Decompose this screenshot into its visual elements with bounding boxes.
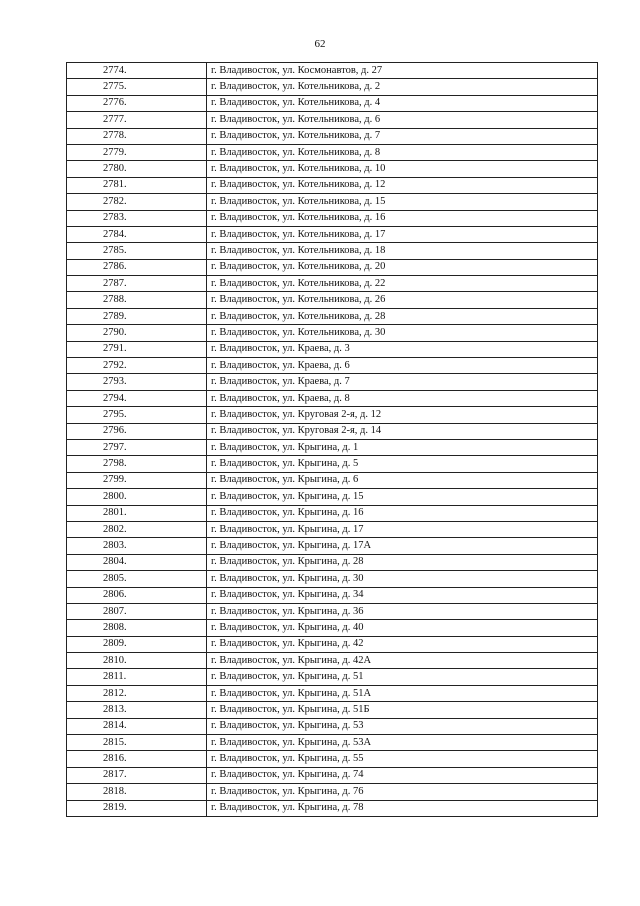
table-row (67, 292, 598, 308)
address-table-body (67, 63, 598, 817)
table-row (67, 259, 598, 275)
address-cell: г. Владивосток, ул. Котельникова, д. 6 (207, 112, 598, 128)
table-row (67, 177, 598, 193)
table-row (67, 718, 598, 734)
row-number-cell: 2786. (67, 259, 207, 275)
row-number-cell: 2812. (67, 685, 207, 701)
row-number-cell: 2817. (67, 767, 207, 783)
address-cell: г. Владивосток, ул. Крыгина, д. 51А (207, 685, 598, 701)
address-cell: г. Владивосток, ул. Котельникова, д. 12 (207, 177, 598, 193)
address-cell: г. Владивосток, ул. Крыгина, д. 30 (207, 571, 598, 587)
address-cell: г. Владивосток, ул. Крыгина, д. 34 (207, 587, 598, 603)
row-number-cell: 2818. (67, 784, 207, 800)
row-number-cell: 2779. (67, 144, 207, 160)
row-number-cell: 2790. (67, 325, 207, 341)
table-row (67, 489, 598, 505)
address-cell: г. Владивосток, ул. Котельникова, д. 15 (207, 194, 598, 210)
table-row (67, 161, 598, 177)
row-number-cell: 2783. (67, 210, 207, 226)
address-cell: г. Владивосток, ул. Котельникова, д. 22 (207, 276, 598, 292)
row-number-cell: 2806. (67, 587, 207, 603)
table-row (67, 636, 598, 652)
table-row (67, 390, 598, 406)
table-row (67, 210, 598, 226)
row-number-cell: 2802. (67, 521, 207, 537)
table-row (67, 79, 598, 95)
address-cell: г. Владивосток, ул. Краева, д. 6 (207, 358, 598, 374)
row-number-cell: 2778. (67, 128, 207, 144)
table-row (67, 603, 598, 619)
table-row (67, 128, 598, 144)
address-cell: г. Владивосток, ул. Котельникова, д. 20 (207, 259, 598, 275)
table-row (67, 374, 598, 390)
address-cell: г. Владивосток, ул. Котельникова, д. 2 (207, 79, 598, 95)
table-row (67, 538, 598, 554)
table-row (67, 702, 598, 718)
row-number-cell: 2775. (67, 79, 207, 95)
table-row (67, 308, 598, 324)
row-number-cell: 2788. (67, 292, 207, 308)
table-row (67, 554, 598, 570)
row-number-cell: 2784. (67, 226, 207, 242)
address-cell: г. Владивосток, ул. Котельникова, д. 28 (207, 308, 598, 324)
row-number-cell: 2782. (67, 194, 207, 210)
table-row (67, 587, 598, 603)
row-number-cell: 2801. (67, 505, 207, 521)
address-cell: г. Владивосток, ул. Крыгина, д. 6 (207, 472, 598, 488)
row-number-cell: 2809. (67, 636, 207, 652)
row-number-cell: 2814. (67, 718, 207, 734)
row-number-cell: 2798. (67, 456, 207, 472)
table-row (67, 571, 598, 587)
address-cell: г. Владивосток, ул. Котельникова, д. 17 (207, 226, 598, 242)
row-number-cell: 2787. (67, 276, 207, 292)
row-number-cell: 2776. (67, 95, 207, 111)
table-row (67, 751, 598, 767)
address-cell: г. Владивосток, ул. Крыгина, д. 17 (207, 521, 598, 537)
address-cell: г. Владивосток, ул. Краева, д. 3 (207, 341, 598, 357)
table-row (67, 685, 598, 701)
address-cell: г. Владивосток, ул. Крыгина, д. 28 (207, 554, 598, 570)
address-cell: г. Владивосток, ул. Крыгина, д. 17А (207, 538, 598, 554)
address-table (66, 62, 598, 817)
table-row (67, 456, 598, 472)
table-row (67, 767, 598, 783)
row-number-cell: 2796. (67, 423, 207, 439)
address-cell: г. Владивосток, ул. Круговая 2-я, д. 12 (207, 407, 598, 423)
address-cell: г. Владивосток, ул. Котельникова, д. 10 (207, 161, 598, 177)
address-cell: г. Владивосток, ул. Крыгина, д. 1 (207, 439, 598, 455)
address-cell: г. Владивосток, ул. Крыгина, д. 51Б (207, 702, 598, 718)
address-cell: г. Владивосток, ул. Котельникова, д. 7 (207, 128, 598, 144)
address-cell: г. Владивосток, ул. Краева, д. 8 (207, 390, 598, 406)
address-cell: г. Владивосток, ул. Котельникова, д. 8 (207, 144, 598, 160)
table-row (67, 194, 598, 210)
row-number-cell: 2785. (67, 243, 207, 259)
row-number-cell: 2813. (67, 702, 207, 718)
address-cell: г. Владивосток, ул. Крыгина, д. 42 (207, 636, 598, 652)
table-row (67, 653, 598, 669)
row-number-cell: 2810. (67, 653, 207, 669)
row-number-cell: 2793. (67, 374, 207, 390)
row-number-cell: 2815. (67, 735, 207, 751)
row-number-cell: 2807. (67, 603, 207, 619)
address-cell: г. Владивосток, ул. Крыгина, д. 78 (207, 800, 598, 816)
address-cell: г. Владивосток, ул. Космонавтов, д. 27 (207, 63, 598, 79)
table-row (67, 735, 598, 751)
page-number: 62 (314, 38, 326, 50)
address-cell: г. Владивосток, ул. Крыгина, д. 42А (207, 653, 598, 669)
address-cell: г. Владивосток, ул. Крыгина, д. 76 (207, 784, 598, 800)
table-row (67, 407, 598, 423)
row-number-cell: 2794. (67, 390, 207, 406)
table-row (67, 620, 598, 636)
row-number-cell: 2781. (67, 177, 207, 193)
table-row (67, 784, 598, 800)
row-number-cell: 2803. (67, 538, 207, 554)
row-number-cell: 2791. (67, 341, 207, 357)
table-row (67, 276, 598, 292)
address-cell: г. Владивосток, ул. Крыгина, д. 40 (207, 620, 598, 636)
address-cell: г. Владивосток, ул. Котельникова, д. 16 (207, 210, 598, 226)
table-row (67, 325, 598, 341)
table-row (67, 341, 598, 357)
table-row (67, 226, 598, 242)
table-row (67, 505, 598, 521)
table-row (67, 63, 598, 79)
table-row (67, 144, 598, 160)
row-number-cell: 2774. (67, 63, 207, 79)
address-cell: г. Владивосток, ул. Крыгина, д. 55 (207, 751, 598, 767)
address-cell: г. Владивосток, ул. Крыгина, д. 16 (207, 505, 598, 521)
table-row (67, 423, 598, 439)
row-number-cell: 2795. (67, 407, 207, 423)
address-cell: г. Владивосток, ул. Котельникова, д. 30 (207, 325, 598, 341)
address-cell: г. Владивосток, ул. Крыгина, д. 53А (207, 735, 598, 751)
row-number-cell: 2819. (67, 800, 207, 816)
table-row (67, 800, 598, 816)
row-number-cell: 2789. (67, 308, 207, 324)
table-row (67, 472, 598, 488)
row-number-cell: 2800. (67, 489, 207, 505)
row-number-cell: 2808. (67, 620, 207, 636)
row-number-cell: 2777. (67, 112, 207, 128)
table-row (67, 95, 598, 111)
address-cell: г. Владивосток, ул. Крыгина, д. 74 (207, 767, 598, 783)
address-cell: г. Владивосток, ул. Крыгина, д. 53 (207, 718, 598, 734)
row-number-cell: 2799. (67, 472, 207, 488)
row-number-cell: 2805. (67, 571, 207, 587)
address-cell: г. Владивосток, ул. Крыгина, д. 15 (207, 489, 598, 505)
table-row (67, 521, 598, 537)
address-cell: г. Владивосток, ул. Котельникова, д. 18 (207, 243, 598, 259)
table-row (67, 358, 598, 374)
table-row (67, 112, 598, 128)
address-cell: г. Владивосток, ул. Круговая 2-я, д. 14 (207, 423, 598, 439)
table-row (67, 243, 598, 259)
row-number-cell: 2804. (67, 554, 207, 570)
address-cell: г. Владивосток, ул. Крыгина, д. 36 (207, 603, 598, 619)
address-cell: г. Владивосток, ул. Краева, д. 7 (207, 374, 598, 390)
address-cell: г. Владивосток, ул. Крыгина, д. 5 (207, 456, 598, 472)
address-cell: г. Владивосток, ул. Котельникова, д. 26 (207, 292, 598, 308)
address-cell: г. Владивосток, ул. Крыгина, д. 51 (207, 669, 598, 685)
table-row (67, 669, 598, 685)
address-cell: г. Владивосток, ул. Котельникова, д. 4 (207, 95, 598, 111)
row-number-cell: 2792. (67, 358, 207, 374)
row-number-cell: 2816. (67, 751, 207, 767)
row-number-cell: 2780. (67, 161, 207, 177)
table-row (67, 439, 598, 455)
row-number-cell: 2811. (67, 669, 207, 685)
row-number-cell: 2797. (67, 439, 207, 455)
